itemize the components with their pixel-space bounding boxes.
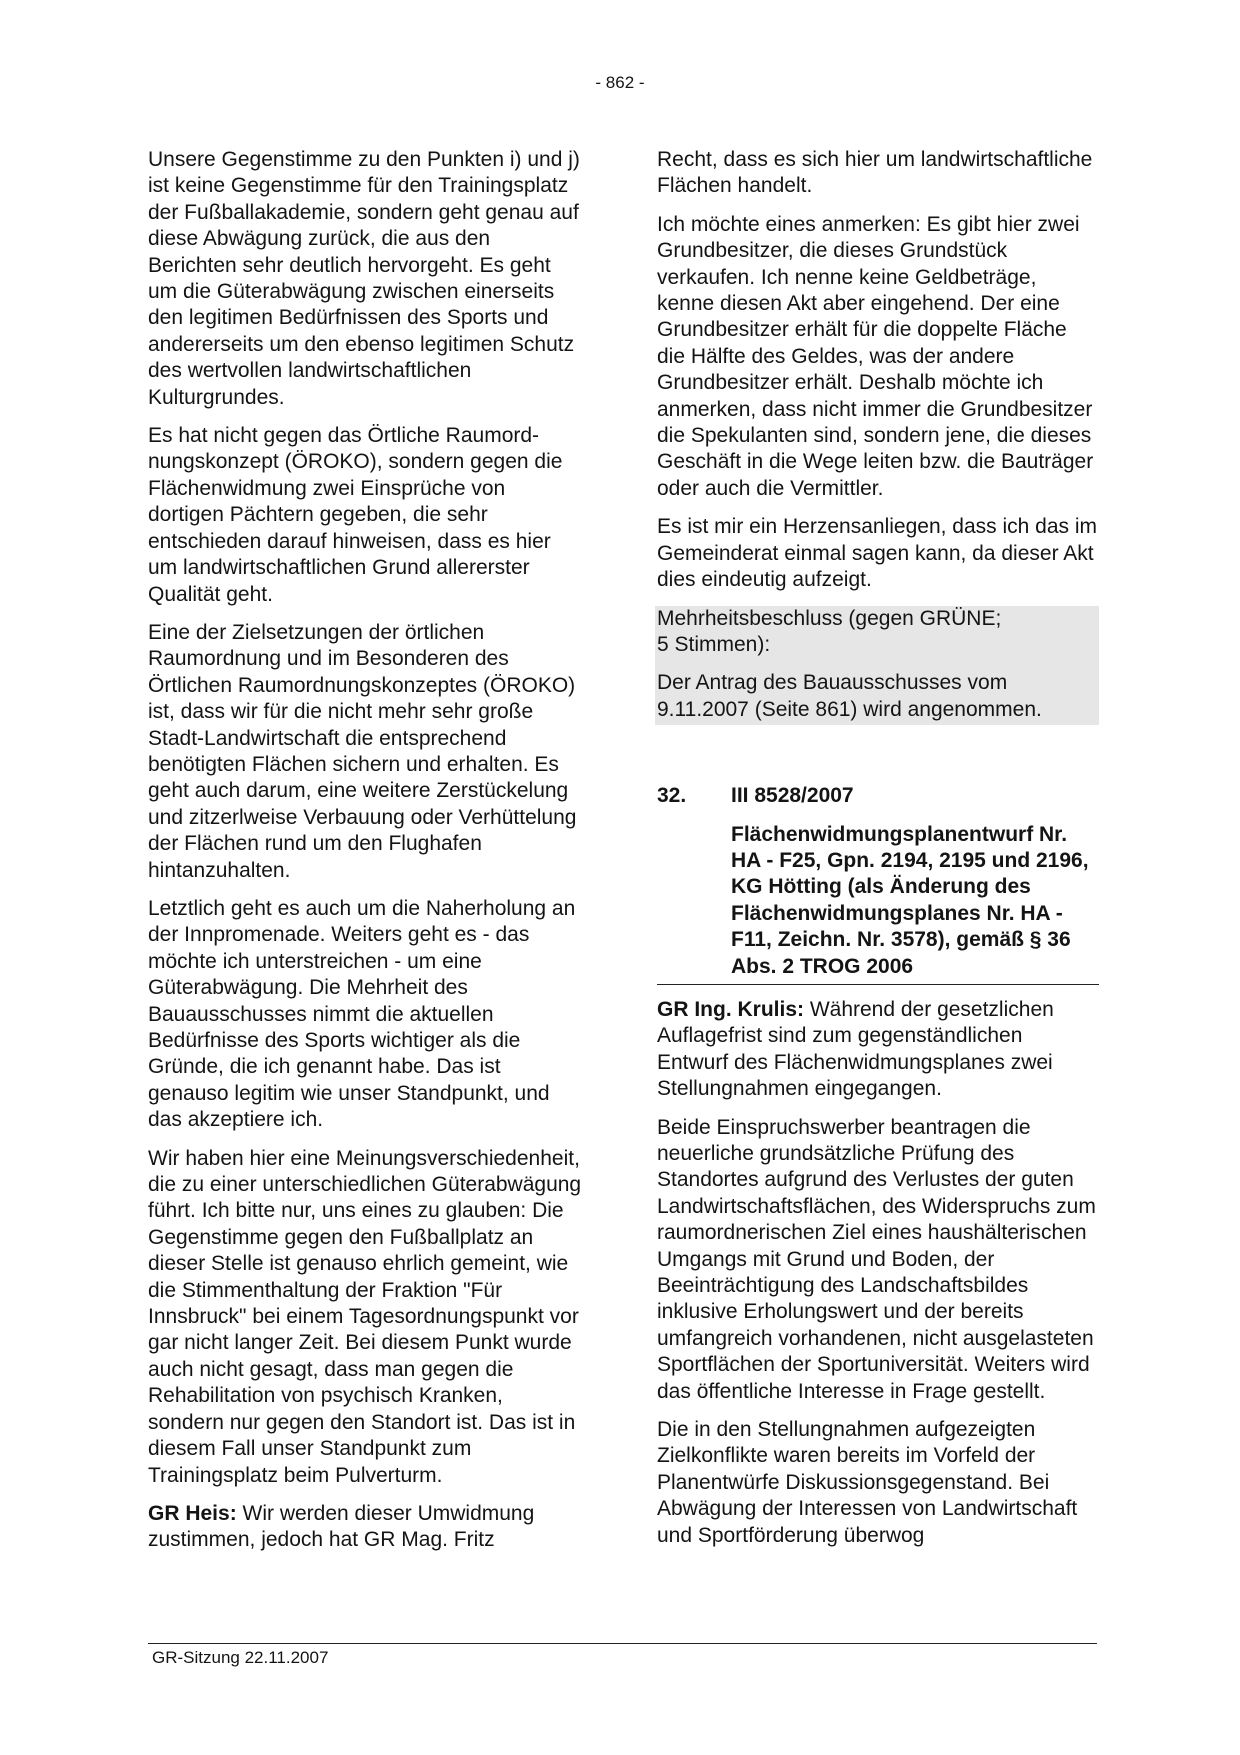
item-reference: III 8528/2007 xyxy=(731,784,854,808)
paragraph: Recht, dass es sich hier um landwirtschaftliche Flächen handelt. xyxy=(657,148,1093,198)
footer-divider xyxy=(148,1643,1097,1644)
item-number: 32. xyxy=(657,784,687,808)
speaker-name: GR Heis: xyxy=(148,1501,237,1525)
left-column xyxy=(148,147,584,1566)
speaker-paragraph xyxy=(148,1501,584,1554)
speaker-text: Wir werden dieser Umwidmung zustimmen, jedoch hat GR Mag. Fritz xyxy=(148,1501,535,1552)
paragraph: Eine der Zielsetzungen der örtlichen Raumordnung und im Besonderen des Örtlichen Raumordnungskonzeptes (ÖROKO) ist, dass wir für die nicht mehr sehr große Stadt-Landwirtschaft die entsprechend benötigten Flächen sichern und erhalten. Es geht auch darum, eine weitere Zerstückelung und zitzerlweise Verbauung oder Verhüttelung der Flächen rund um den Flughafen hintanzuhalten. xyxy=(148,620,577,882)
paragraph: Es hat nicht gegen das Örtliche Raumordnungskonzept (ÖROKO), sondern gegen die Flächenwidmung zwei Einsprüche von dortigen Pächtern gegeben, die sehr entschieden darauf hinweisen, dass es hier um landwirtschaftlichen Grund allererster Qualität geht. xyxy=(148,424,563,606)
page-number: - 862 - xyxy=(595,73,645,92)
item-title: Flächenwidmungsplanentwurf Nr. HA - F25, Gpn. 2194, 2195 und 2196, KG Hötting (als Änderung des Flächenwidmungsplanes Nr. HA - F11, Zeichn. Nr. 3578), gemäß § 36 Abs. 2 TROG 2006 xyxy=(731,822,1089,978)
resolution-text: Der Antrag des Bauausschusses vom 9.11.2007 (Seite 861) wird angenommen. xyxy=(657,671,1042,721)
divider xyxy=(657,984,1099,985)
paragraph: Ich möchte eines anmerken: Es gibt hier zwei Grundbesitzer, die dieses Grundstück verkaufen. Ich nenne keine Geldbeträge, kenne diesen Akt aber eingehend. Der eine Grundbesitzer erhält für die doppelte Fläche die Hälfte des Geldes, was der andere Grundbesitzer erhält. Deshalb möchte ich anmerken, dass nicht immer die Grundbesitzer die Spekulanten sind, sondern jene, die dieses Geschäft in die Wege leiten bzw. die Bauträger oder auch die Vermittler. xyxy=(657,212,1094,500)
resolution-box xyxy=(655,606,1099,726)
right-column xyxy=(657,147,1097,1561)
paragraph: Die in den Stellungnahmen aufgezeigten Zielkonflikte waren bereits im Vorfeld der Planentwürfe Diskussionsgegenstand. Bei Abwägung der Interessen von Landwirtschaft und Sportförderung überwog xyxy=(657,1418,1078,1547)
speaker-name: GR Ing. Krulis: xyxy=(657,997,804,1021)
resolution-heading: Mehrheitsbeschluss (gegen GRÜNE; 5 Stimmen): xyxy=(657,606,1002,656)
footer: GR-Sitzung 22.11.2007 xyxy=(152,1648,329,1667)
agenda-item xyxy=(657,783,1097,980)
paragraph: Letztlich geht es auch um die Naherholung an der Innpromenade. Weiters geht es - das möchte ich unterstreichen - um eine Güterabwägung. Die Mehrheit des Bauausschusses nimmt die aktuellen Bedürfnisse des Sports wichtiger als die Gründe, die ich genannt habe. Das ist genauso legitim wie unser Standpunkt, und das akzeptiere ich. xyxy=(148,896,576,1132)
speaker-text: Während der gesetzlichen Auflagefrist sind zum gegenständlichen Entwurf des Flächenwidmungsplanes zwei Stellungnahmen eingegangen. xyxy=(657,997,1054,1101)
paragraph: Beide Einspruchswerber beantragen die neuerliche grundsätzliche Prüfung des Standortes aufgrund des Verlustes der guten Landwirtschaftsflächen, des Widerspruchs zum raumordnerischen Ziel eines haushälterischen Umgangs mit Grund und Boden, der Beeinträchtigung des Landschaftsbildes inklusive Erholungswert und der bereits umfangreich vorhandenen, nicht ausgelasteten Sportflächen der Sportuniversität. Weiters wird das öffentliche Interesse in Frage gestellt. xyxy=(657,1115,1096,1403)
speaker-paragraph xyxy=(657,997,1097,1103)
paragraph: Es ist mir ein Herzensanliegen, dass ich das im Gemeinderat einmal sagen kann, da dieser Akt dies eindeutig aufzeigt. xyxy=(657,515,1098,592)
paragraph: Wir haben hier eine Meinungsverschiedenheit, die zu einer unterschiedlichen Güterabwägung führt. Ich bitte nur, uns eines zu glauben: Die Gegenstimme gegen den Fußballplatz an dieser Stelle ist genauso ehrlich gemeint, wie die Stimmenthaltung der Fraktion "Für Innsbruck" bei einem Tagesordnungspunkt vor gar nicht langer Zeit. Bei diesem Punkt wurde auch nicht gesagt, dass man gegen die Rehabilitation von psychisch Kranken, sondern nur gegen den Standort ist. Das ist in diesem Fall unser Standpunkt zum Trainingsplatz beim Pulverturm. xyxy=(148,1146,582,1487)
paragraph: Unsere Gegenstimme zu den Punkten i) und j) ist keine Gegenstimme für den Trainingsplatz der Fußballakademie, sondern geht genau auf diese Abwägung zurück, die aus den Berichten sehr deutlich hervorgeht. Es geht um die Güterabwägung zwischen einerseits den legitimen Bedürfnissen des Sports und andererseits um den ebenso legitimen Schutz des wertvollen landwirtschaftlichen Kulturgrundes. xyxy=(148,148,580,409)
